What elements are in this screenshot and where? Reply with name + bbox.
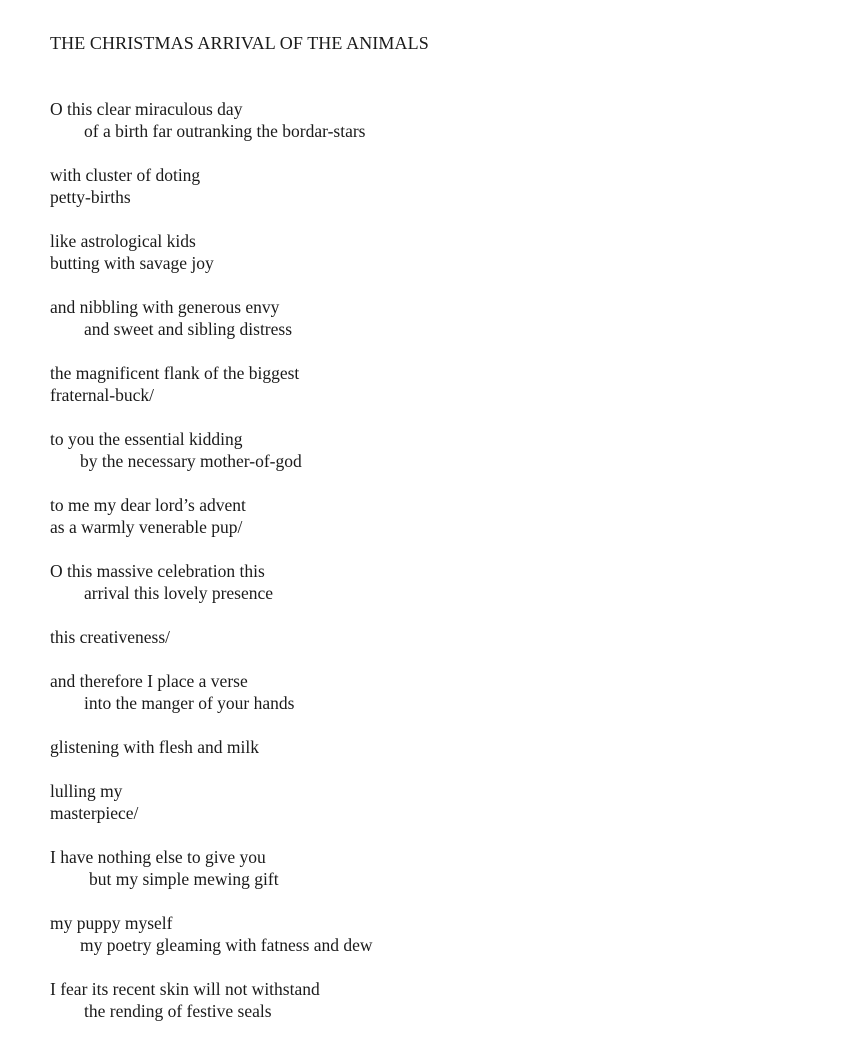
- poem-line: O this massive celebration this: [50, 561, 265, 581]
- stanza: [50, 296, 810, 340]
- stanza: [50, 912, 810, 956]
- poem-line: as a warmly venerable pup/: [50, 517, 243, 537]
- poem-line: of a birth far outranking the bordar-stars: [84, 121, 366, 141]
- poem-line: and therefore I place a verse: [50, 671, 248, 691]
- poem-line: I fear its recent skin will not withstand: [50, 979, 320, 999]
- poem-line: and sweet and sibling distress: [84, 319, 293, 339]
- stanza: [50, 780, 810, 824]
- poem-line: but my simple mewing gift: [89, 869, 279, 889]
- poem-line: the rending of festive seals: [84, 1001, 272, 1021]
- poem-line: petty-births: [50, 187, 131, 207]
- poem-line: my puppy myself: [50, 913, 173, 933]
- poem-page: [50, 30, 810, 1044]
- poem-line: arrival this lovely presence: [84, 583, 274, 603]
- poem-line: butting with savage joy: [50, 253, 214, 273]
- poem-line: with cluster of doting: [50, 165, 201, 185]
- poem-line: glistening with flesh and milk: [50, 737, 260, 757]
- stanza: [50, 230, 810, 274]
- poem-title: THE CHRISTMAS ARRIVAL OF THE ANIMALS: [50, 33, 429, 53]
- poem-line: my poetry gleaming with fatness and dew: [80, 935, 373, 955]
- stanza: [50, 670, 810, 714]
- stanza: [50, 736, 810, 758]
- poem-line: masterpiece/: [50, 803, 139, 823]
- stanza: [50, 428, 810, 472]
- stanza: [50, 164, 810, 208]
- poem-line: to me my dear lord’s advent: [50, 495, 246, 515]
- poem-line: into the manger of your hands: [84, 693, 295, 713]
- poem-line: to you the essential kidding: [50, 429, 243, 449]
- poem-line: lulling my: [50, 781, 123, 801]
- stanza: [50, 98, 810, 142]
- stanza: [50, 846, 810, 890]
- stanza: [50, 494, 810, 538]
- poem-line: fraternal-buck/: [50, 385, 154, 405]
- stanza: [50, 626, 810, 648]
- poem-line: by the necessary mother-of-god: [80, 451, 302, 471]
- stanza: [50, 560, 810, 604]
- poem-line: and nibbling with generous envy: [50, 297, 280, 317]
- poem-line: O this clear miraculous day: [50, 99, 243, 119]
- poem-line: this creativeness/: [50, 627, 171, 647]
- poem-line: I have nothing else to give you: [50, 847, 266, 867]
- stanza: [50, 978, 810, 1022]
- poem-line: like astrological kids: [50, 231, 196, 251]
- stanza: [50, 362, 810, 406]
- poem-line: the magnificent flank of the biggest: [50, 363, 300, 383]
